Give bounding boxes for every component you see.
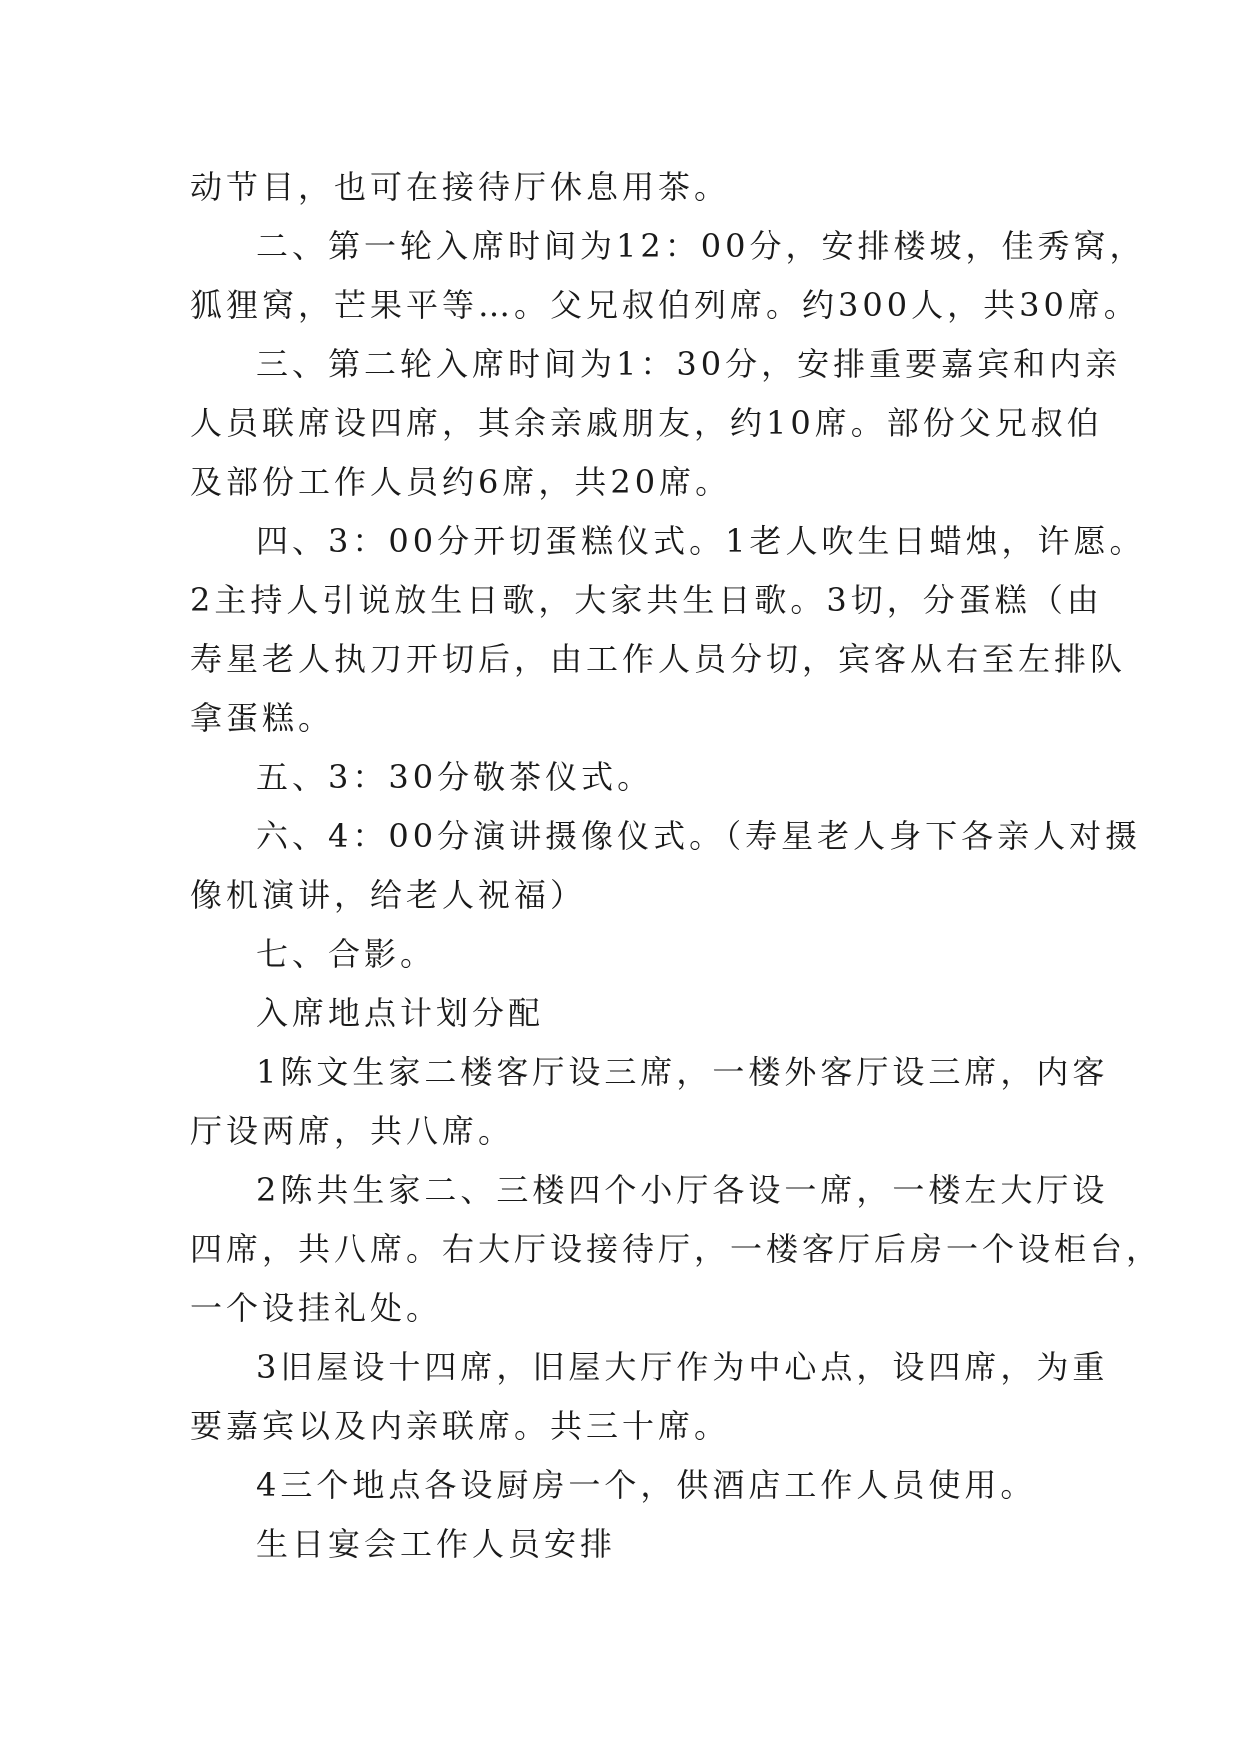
text-line: 要嘉宾以及内亲联席。共三十席。 <box>190 1407 731 1445</box>
text-line: 4三个地点各设厨房一个，供酒店工作人员使用。 <box>256 1466 1037 1504</box>
text-line: 2陈共生家二、三楼四个小厅各设一席，一楼左大厅设 <box>256 1171 1109 1209</box>
text-line: 像机演讲，给老人祝福） <box>190 876 587 914</box>
text-line: 寿星老人执刀开切后，由工作人员分切，宾客从右至左排队 <box>190 640 1127 678</box>
text-line: 及部份工作人员约6席，共20席。 <box>190 463 732 501</box>
text-line: 五、3：30分敬茶仪式。 <box>256 758 654 796</box>
text-line: 四席，共八席。右大厅设接待厅，一楼客厅后房一个设柜台， <box>190 1230 1163 1268</box>
text-line: 拿蛋糕。 <box>190 699 335 737</box>
text-line: 二、第一轮入席时间为12：00分，安排楼坡，佳秀窝， <box>256 227 1146 265</box>
text-line: 3旧屋设十四席，旧屋大厅作为中心点，设四席，为重 <box>256 1348 1109 1386</box>
text-line: 2主持人引说放生日歌，大家共生日歌。3切，分蛋糕（由 <box>190 581 1103 619</box>
text-line: 狐狸窝，芒果平等…。父兄叔伯列席。约300人，共30席。 <box>190 286 1140 324</box>
text-line: 动节目，也可在接待厅休息用茶。 <box>190 168 731 206</box>
text-line: 厅设两席，共八席。 <box>190 1112 515 1150</box>
text-line: 一个设挂礼处。 <box>190 1289 443 1327</box>
text-line: 人员联席设四席，其余亲戚朋友，约10席。部份父兄叔伯 <box>190 404 1103 442</box>
text-line: 四、3：00分开切蛋糕仪式。1老人吹生日蜡烛，许愿。 <box>256 522 1146 560</box>
text-line: 入席地点计划分配 <box>256 994 545 1032</box>
document-body <box>190 158 1163 1574</box>
text-line: 六、4：00分演讲摄像仪式。（寿星老人身下各亲人对摄 <box>256 817 1142 855</box>
text-line: 三、第二轮入席时间为1：30分，安排重要嘉宾和内亲 <box>256 345 1122 383</box>
text-line: 七、合影。 <box>256 935 437 973</box>
text-line: 1陈文生家二楼客厅设三席，一楼外客厅设三席，内客 <box>256 1053 1109 1091</box>
text-line: 生日宴会工作人员安排 <box>256 1525 617 1563</box>
